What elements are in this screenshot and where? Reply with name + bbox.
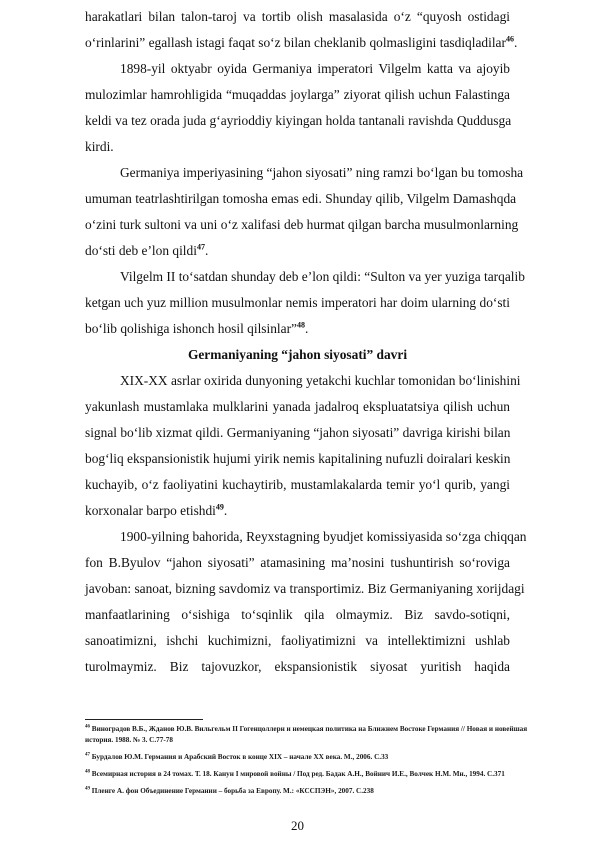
text-line-content: 1898-yil oktyabr oyida Germaniya imperatori Vilgelm katta va ajoyib xyxy=(120,61,510,76)
footnote-number: 49 xyxy=(85,786,90,792)
footnote-text: Виноградов В.Б., Жданов Ю.В. Вильгельм II Гогенцоллерн и немецкая политика на Ближнем Востоке Германия // Новая и новейшая xyxy=(91,725,528,733)
footnote-text: Всемирная история в 24 томах. Т. 18. Канун I мировой войны / Под ред. Бадак А.Н., Войнич И.Е., Волчек Н.М. Мн., 1994. С.371 xyxy=(91,770,505,778)
text-line xyxy=(85,602,510,628)
text-line xyxy=(85,550,510,576)
text-line xyxy=(120,524,527,550)
text-line-content: 1900-yilning bahorida, Reyxstagning byudjet komissiyasida so‘zga chiqqan xyxy=(120,529,527,544)
text-line-content: turolmaymiz. Biz tajovuzkor, ekspansionistik siyosat yuritish haqida xyxy=(85,659,510,674)
text-line-content: keldi va tez orada juda g‘ayrioddiy kiyingan holda tantanali ravishda Quddusga xyxy=(85,113,512,128)
text-line xyxy=(85,108,510,134)
text-line-content: manfaatlarining o‘sishiga to‘sqinlik qila olmaymiz. Biz savdo-sotiqni, xyxy=(85,607,510,622)
text-line-content: kirdi. xyxy=(85,139,114,154)
footnote-text: история. 1988. № 3. С.77-78 xyxy=(85,736,173,744)
text-line xyxy=(85,134,510,160)
footnote-number: 46 xyxy=(85,724,90,730)
text-line xyxy=(120,56,510,82)
text-line xyxy=(120,160,524,186)
text-line xyxy=(85,498,510,524)
text-line xyxy=(85,290,510,316)
period: . xyxy=(305,321,309,336)
footnote-number: 47 xyxy=(85,752,90,758)
text-line-content: sanoatimizni, ishchi kuchimizni, faoliyatimizni va intellektimizni ushlab xyxy=(85,633,510,648)
text-line-content: ketgan uch yuz million musulmonlar nemis imperatori har doim ularning do‘sti xyxy=(85,295,510,310)
text-line xyxy=(85,238,510,264)
text-line xyxy=(120,368,521,394)
text-line-content: XIX-XX asrlar oxirida dunyoning yetakchi kuchlar tomonidan bo‘linishini xyxy=(120,373,521,388)
text-line xyxy=(85,654,510,680)
footnote xyxy=(85,769,510,780)
footnote xyxy=(85,752,510,763)
text-line-content: javoban: sanoat, bizning savdomiz va transportimiz. Biz Germaniyaning xorijdagi xyxy=(85,581,525,596)
text-line xyxy=(85,316,510,342)
footnote-ref[interactable]: 47 xyxy=(196,242,205,252)
text-line xyxy=(85,472,510,498)
text-line-content: do‘sti deb e’lon qildi xyxy=(85,243,197,258)
text-line-content: Germaniyaning “jahon siyosati” davri xyxy=(187,347,408,362)
text-line-content: signal bo‘lib xizmat qildi. Germaniyaning “jahon siyosati” davriga kirishi bilan xyxy=(85,425,511,440)
footnote-divider xyxy=(85,719,203,720)
text-line-content: kuchayib, o‘z faoliyatini kuchaytirib, mustamlakalarda temir yo‘l qurib, yangi xyxy=(85,477,510,492)
text-line xyxy=(85,82,510,108)
footnote-ref[interactable]: 49 xyxy=(215,502,224,512)
text-line xyxy=(85,212,519,238)
footnote-number: 48 xyxy=(85,769,90,775)
text-line-content: fon B.Byulov “jahon siyosati” atamasining ma’nosini tushuntirish so‘roviga xyxy=(85,555,510,570)
footnote-text: Пленге А. фон Объединение Германии – борьба за Европу. М.: «КССПЭН», 2007. С.238 xyxy=(91,787,374,795)
footnote-ref[interactable]: 46 xyxy=(505,34,514,44)
text-line-content: Germaniya imperiyasining “jahon siyosati” ning ramzi bo‘lgan bu tomosha xyxy=(120,165,524,180)
text-line xyxy=(85,576,525,602)
page-number: 20 xyxy=(291,818,304,833)
text-line xyxy=(85,4,510,30)
text-line xyxy=(85,420,510,446)
footnote-ref[interactable]: 48 xyxy=(297,320,306,330)
text-line-content: harakatlari bilan talon-taroj va tortib olish masalasida o‘z “quyosh ostidagi xyxy=(85,9,510,24)
period: . xyxy=(513,35,518,50)
text-line-content: bog‘liq ekspansionistik hujumi yirik nemis kapitalining nufuzli doiralari keskin xyxy=(85,451,511,466)
period: . xyxy=(223,503,228,518)
footnote xyxy=(85,786,510,797)
text-line xyxy=(85,186,517,212)
text-line-content: mulozimlar hamrohligida “muqaddas joylarga” ziyorat qilish uchun Falastinga xyxy=(85,87,510,102)
text-line-content: umuman teatrlashtirilgan tomosha emas edi. Shunday qilib, Vilgelm Damashqda xyxy=(85,191,517,206)
text-line xyxy=(85,628,510,654)
text-line-content: Vilgelm II to‘satdan shunday deb e’lon qildi: “Sulton va yer yuziga tarqalib xyxy=(120,269,525,284)
text-line-content: yakunlash mustamlaka mulklarini yanada jadalroq ekspluatatsiya qilish uchun xyxy=(85,399,510,414)
footnote xyxy=(85,735,510,746)
text-line xyxy=(85,446,510,472)
text-line-content: bo‘lib qolishiga ishonch hosil qilsinlar” xyxy=(85,321,298,336)
section-heading xyxy=(85,342,510,368)
text-line xyxy=(120,264,525,290)
footnote-text: Бурдалов Ю.М. Германия и Арабский Восток в конце XIX – начале XX века. М., 2006. С.33 xyxy=(91,753,389,761)
text-line xyxy=(85,30,518,56)
text-line-content: o‘zini turk sultoni va uni o‘z xalifasi deb hurmat qilgan barcha musulmonlarning xyxy=(85,217,519,232)
period: . xyxy=(204,243,209,258)
footnote xyxy=(85,724,528,735)
text-line-content: korxonalar barpo etishdi xyxy=(85,503,216,518)
text-line-content: o‘rinlarini” egallash istagi faqat so‘z bilan cheklanib qolmasligini tasdiqladilar xyxy=(85,35,506,50)
text-line xyxy=(85,394,510,420)
